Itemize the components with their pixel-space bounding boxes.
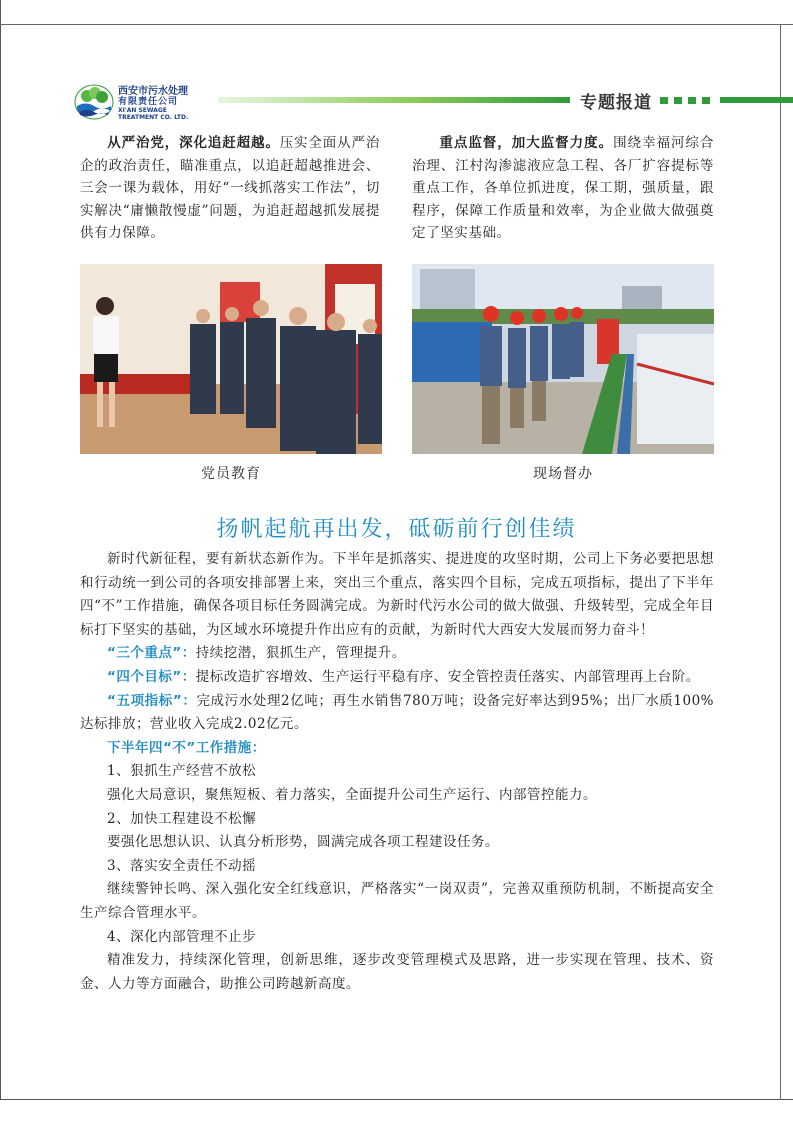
article-title: 扬帆起航再出发，砥砺前行创佳绩	[216, 517, 577, 542]
section-label: 专题报道	[580, 93, 652, 113]
page-border-top	[0, 24, 793, 25]
header-square	[660, 97, 668, 104]
company-name	[118, 86, 188, 121]
measure-heading: 3、落实安全责任不动摇	[107, 857, 257, 874]
measure-heading: 4、深化内部管理不止步	[107, 928, 257, 945]
photo-party-education	[80, 264, 382, 454]
left-body: 压实全面从严治企的政治责任，瞄准重点，以追赶超越推进会、三会一课为载体，用好“一线抓落实工作法”，切实解决“庸懒散慢虚”问题，为追赶超越抓发展提供有力保障。	[80, 135, 380, 241]
key-point	[80, 642, 714, 666]
photo-caption: 党员教育	[201, 466, 261, 482]
measure-text: 继续警钟长鸣、深入强化安全红线意识，严格落实“一岗双责”，完善双重预防机制，不断提高安全生产综合管理水平。	[80, 881, 714, 921]
photo-caption: 现场督办	[533, 466, 593, 482]
header-end-bar	[720, 97, 793, 103]
measure-text: 精准发力，持续深化管理，创新思维，逐步改变管理模式及思路，进一步实现在管理、技术、资金、人力等方面融合，助推公司跨越新高度。	[80, 952, 714, 992]
page-border-right	[780, 24, 781, 1100]
article-body	[80, 548, 714, 996]
key-point	[80, 666, 714, 690]
left-column-text	[80, 132, 380, 245]
company-name-en-2: TREATMENT CO. LTD.	[118, 114, 189, 121]
header-square	[688, 97, 696, 104]
header-square	[674, 97, 682, 104]
company-logo-icon	[74, 84, 114, 120]
photo-site-supervision	[412, 264, 714, 454]
header-square	[702, 97, 710, 104]
measure-heading: 2、加快工程建设不松懈	[107, 810, 257, 827]
key-point-text: 持续挖潜，狠抓生产，管理提升。	[195, 645, 406, 662]
key-point-text: 完成污水处理2亿吨；再生水销售780万吨；设备完好率达到95%；出厂水质100%达标排放；营业收入完成2.02亿元。	[80, 692, 714, 733]
left-lead: 从严治党，深化追赶超越。	[107, 135, 280, 151]
company-name-cn: 西安市污水处理	[118, 86, 188, 97]
measure-text: 强化大局意识，聚焦短板、着力落实，全面提升公司生产运行、内部管控能力。	[107, 786, 597, 803]
right-lead: 重点监督，加大监督力度。	[439, 135, 614, 151]
article-intro: 新时代新征程，要有新状态新作为。下半年是抓落实、提进度的攻坚时期，公司上下务必要把思想和行动统一到公司的各项安排部署上来，突出三个重点，落实四个目标，完成五项指标，提出了下半年四“不”工作措施，确保各项目标任务圆满完成。为新时代污水公司的做大做强、升级转型，完成全年目标打下坚实的基础，为区域水环境提升作出应有的贡献，为新时代大西安大发展而努力奋斗！	[80, 551, 714, 638]
measure-heading: 1、狠抓生产经营不放松	[107, 763, 257, 780]
measure-text: 要强化思想认识、认真分析形势，圆满完成各项工程建设任务。	[107, 834, 499, 851]
key-point-label: “三个重点”：	[107, 645, 196, 662]
company-name-cn-2: 有限责任公司	[118, 97, 179, 107]
right-body: 围绕幸福河综合治理、江村沟渗滤液应急工程、各厂扩容提标等重点工作，各单位抓进度，保工期，强质量，跟程序，保障工作质量和效率，为企业做大做强奠定了坚实基础。	[412, 135, 715, 241]
key-point	[80, 690, 714, 737]
key-point-label: “四个目标”：	[107, 668, 196, 685]
company-name-en: XI'AN SEWAGE	[118, 107, 167, 114]
key-point-label: “五项指标”：	[107, 692, 197, 709]
header-gradient-bar	[218, 97, 570, 103]
measures-title: 下半年四“不”工作措施：	[107, 739, 266, 756]
key-point-text: 提标改造扩容增效、生产运行平稳有序、安全管控责任落实、内部管理再上台阶。	[195, 668, 700, 685]
right-column-text	[412, 132, 714, 245]
